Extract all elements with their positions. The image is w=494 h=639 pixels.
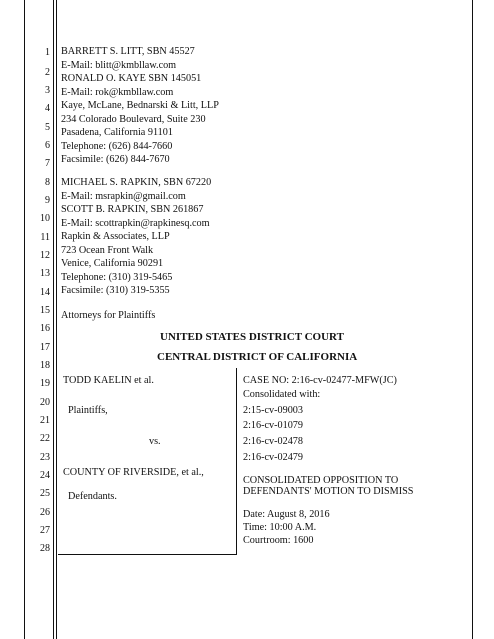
firm-address-line: 723 Ocean Front Walk: [61, 245, 154, 256]
courtroom: Courtroom: 1600: [243, 535, 314, 546]
caption-box: [58, 368, 237, 555]
consolidated-case: 2:16-cv-02479: [243, 452, 303, 463]
line-number: 23: [40, 452, 50, 463]
consolidated-case: 2:16-cv-02478: [243, 436, 303, 447]
consolidated-case: 2:15-cv-09003: [243, 405, 303, 416]
line-number: 24: [40, 470, 50, 481]
line-number: 12: [40, 250, 50, 261]
line-number: 9: [45, 195, 50, 206]
attorney-email: E-Mail: rok@kmbllaw.com: [61, 87, 174, 98]
line-number: 19: [40, 378, 50, 389]
firm-address-line: Venice, California 90291: [61, 258, 164, 269]
court-district: CENTRAL DISTRICT OF CALIFORNIA: [157, 351, 358, 363]
consolidated-label: Consolidated with:: [243, 389, 321, 400]
margin-rule-outer-left: [24, 0, 25, 639]
attorneys-for: Attorneys for Plaintiffs: [61, 310, 156, 321]
line-number: 15: [40, 305, 50, 316]
firm-address-line: 234 Colorado Boulevard, Suite 230: [61, 114, 206, 125]
line-number: 10: [40, 213, 50, 224]
margin-rule-inner-left-1: [53, 0, 54, 639]
firm-phone: Telephone: (626) 844-7660: [61, 141, 173, 152]
line-number: 3: [45, 85, 50, 96]
attorney-name: SCOTT B. RAPKIN, SBN 261867: [61, 204, 204, 215]
line-number: 27: [40, 525, 50, 536]
line-number: 6: [45, 140, 50, 151]
line-number: 7: [45, 158, 50, 169]
line-number: 2: [45, 67, 50, 78]
hearing-time: Time: 10:00 A.M.: [243, 522, 317, 533]
line-number: 21: [40, 415, 50, 426]
plaintiff-name: TODD KAELIN et al.: [63, 375, 154, 386]
line-number: 8: [45, 177, 50, 188]
firm-address-line: Pasadena, California 91101: [61, 127, 173, 138]
line-number: 1: [45, 47, 50, 58]
line-number: 4: [45, 103, 50, 114]
margin-rule-right: [472, 0, 473, 639]
line-number: 25: [40, 488, 50, 499]
defendant-role: Defendants.: [68, 491, 117, 502]
line-number: 26: [40, 507, 50, 518]
firm-fax: Facsimile: (310) 319-5355: [61, 285, 170, 296]
case-number: CASE NO: 2:16-cv-02477-MFW(JC): [243, 375, 397, 386]
margin-rule-inner-left-2: [56, 0, 57, 639]
line-number: 13: [40, 268, 50, 279]
document-title: CONSOLIDATED OPPOSITION TO: [243, 475, 399, 486]
line-number: 28: [40, 543, 50, 554]
attorney-name: BARRETT S. LITT, SBN 45527: [61, 46, 195, 57]
firm-fax: Facsimile: (626) 844-7670: [61, 154, 170, 165]
line-number: 11: [40, 232, 50, 243]
line-number: 17: [40, 342, 50, 353]
firm-name: Kaye, McLane, Bednarski & Litt, LLP: [61, 100, 219, 111]
attorney-email: E-Mail: blitt@kmbllaw.com: [61, 60, 177, 71]
document-title: DEFENDANTS' MOTION TO DISMISS: [243, 486, 414, 497]
plaintiff-role: Plaintiffs,: [68, 405, 108, 416]
attorney-name: RONALD O. KAYE SBN 145051: [61, 73, 202, 84]
line-number: 22: [40, 433, 50, 444]
consolidated-case: 2:16-cv-01079: [243, 420, 303, 431]
line-number: 20: [40, 397, 50, 408]
line-number: 5: [45, 122, 50, 133]
line-number: 16: [40, 323, 50, 334]
firm-phone: Telephone: (310) 319-5465: [61, 272, 173, 283]
firm-name: Rapkin & Associates, LLP: [61, 231, 170, 242]
attorney-email: E-Mail: scottrapkin@rapkinesq.com: [61, 218, 210, 229]
line-number: 14: [40, 287, 50, 298]
defendant-name: COUNTY OF RIVERSIDE, et al.,: [63, 467, 204, 478]
attorney-email: E-Mail: msrapkin@gmail.com: [61, 191, 186, 202]
court-name: UNITED STATES DISTRICT COURT: [160, 331, 344, 343]
hearing-date: Date: August 8, 2016: [243, 509, 330, 520]
versus: vs.: [149, 436, 161, 447]
line-number: 18: [40, 360, 50, 371]
attorney-name: MICHAEL S. RAPKIN, SBN 67220: [61, 177, 212, 188]
